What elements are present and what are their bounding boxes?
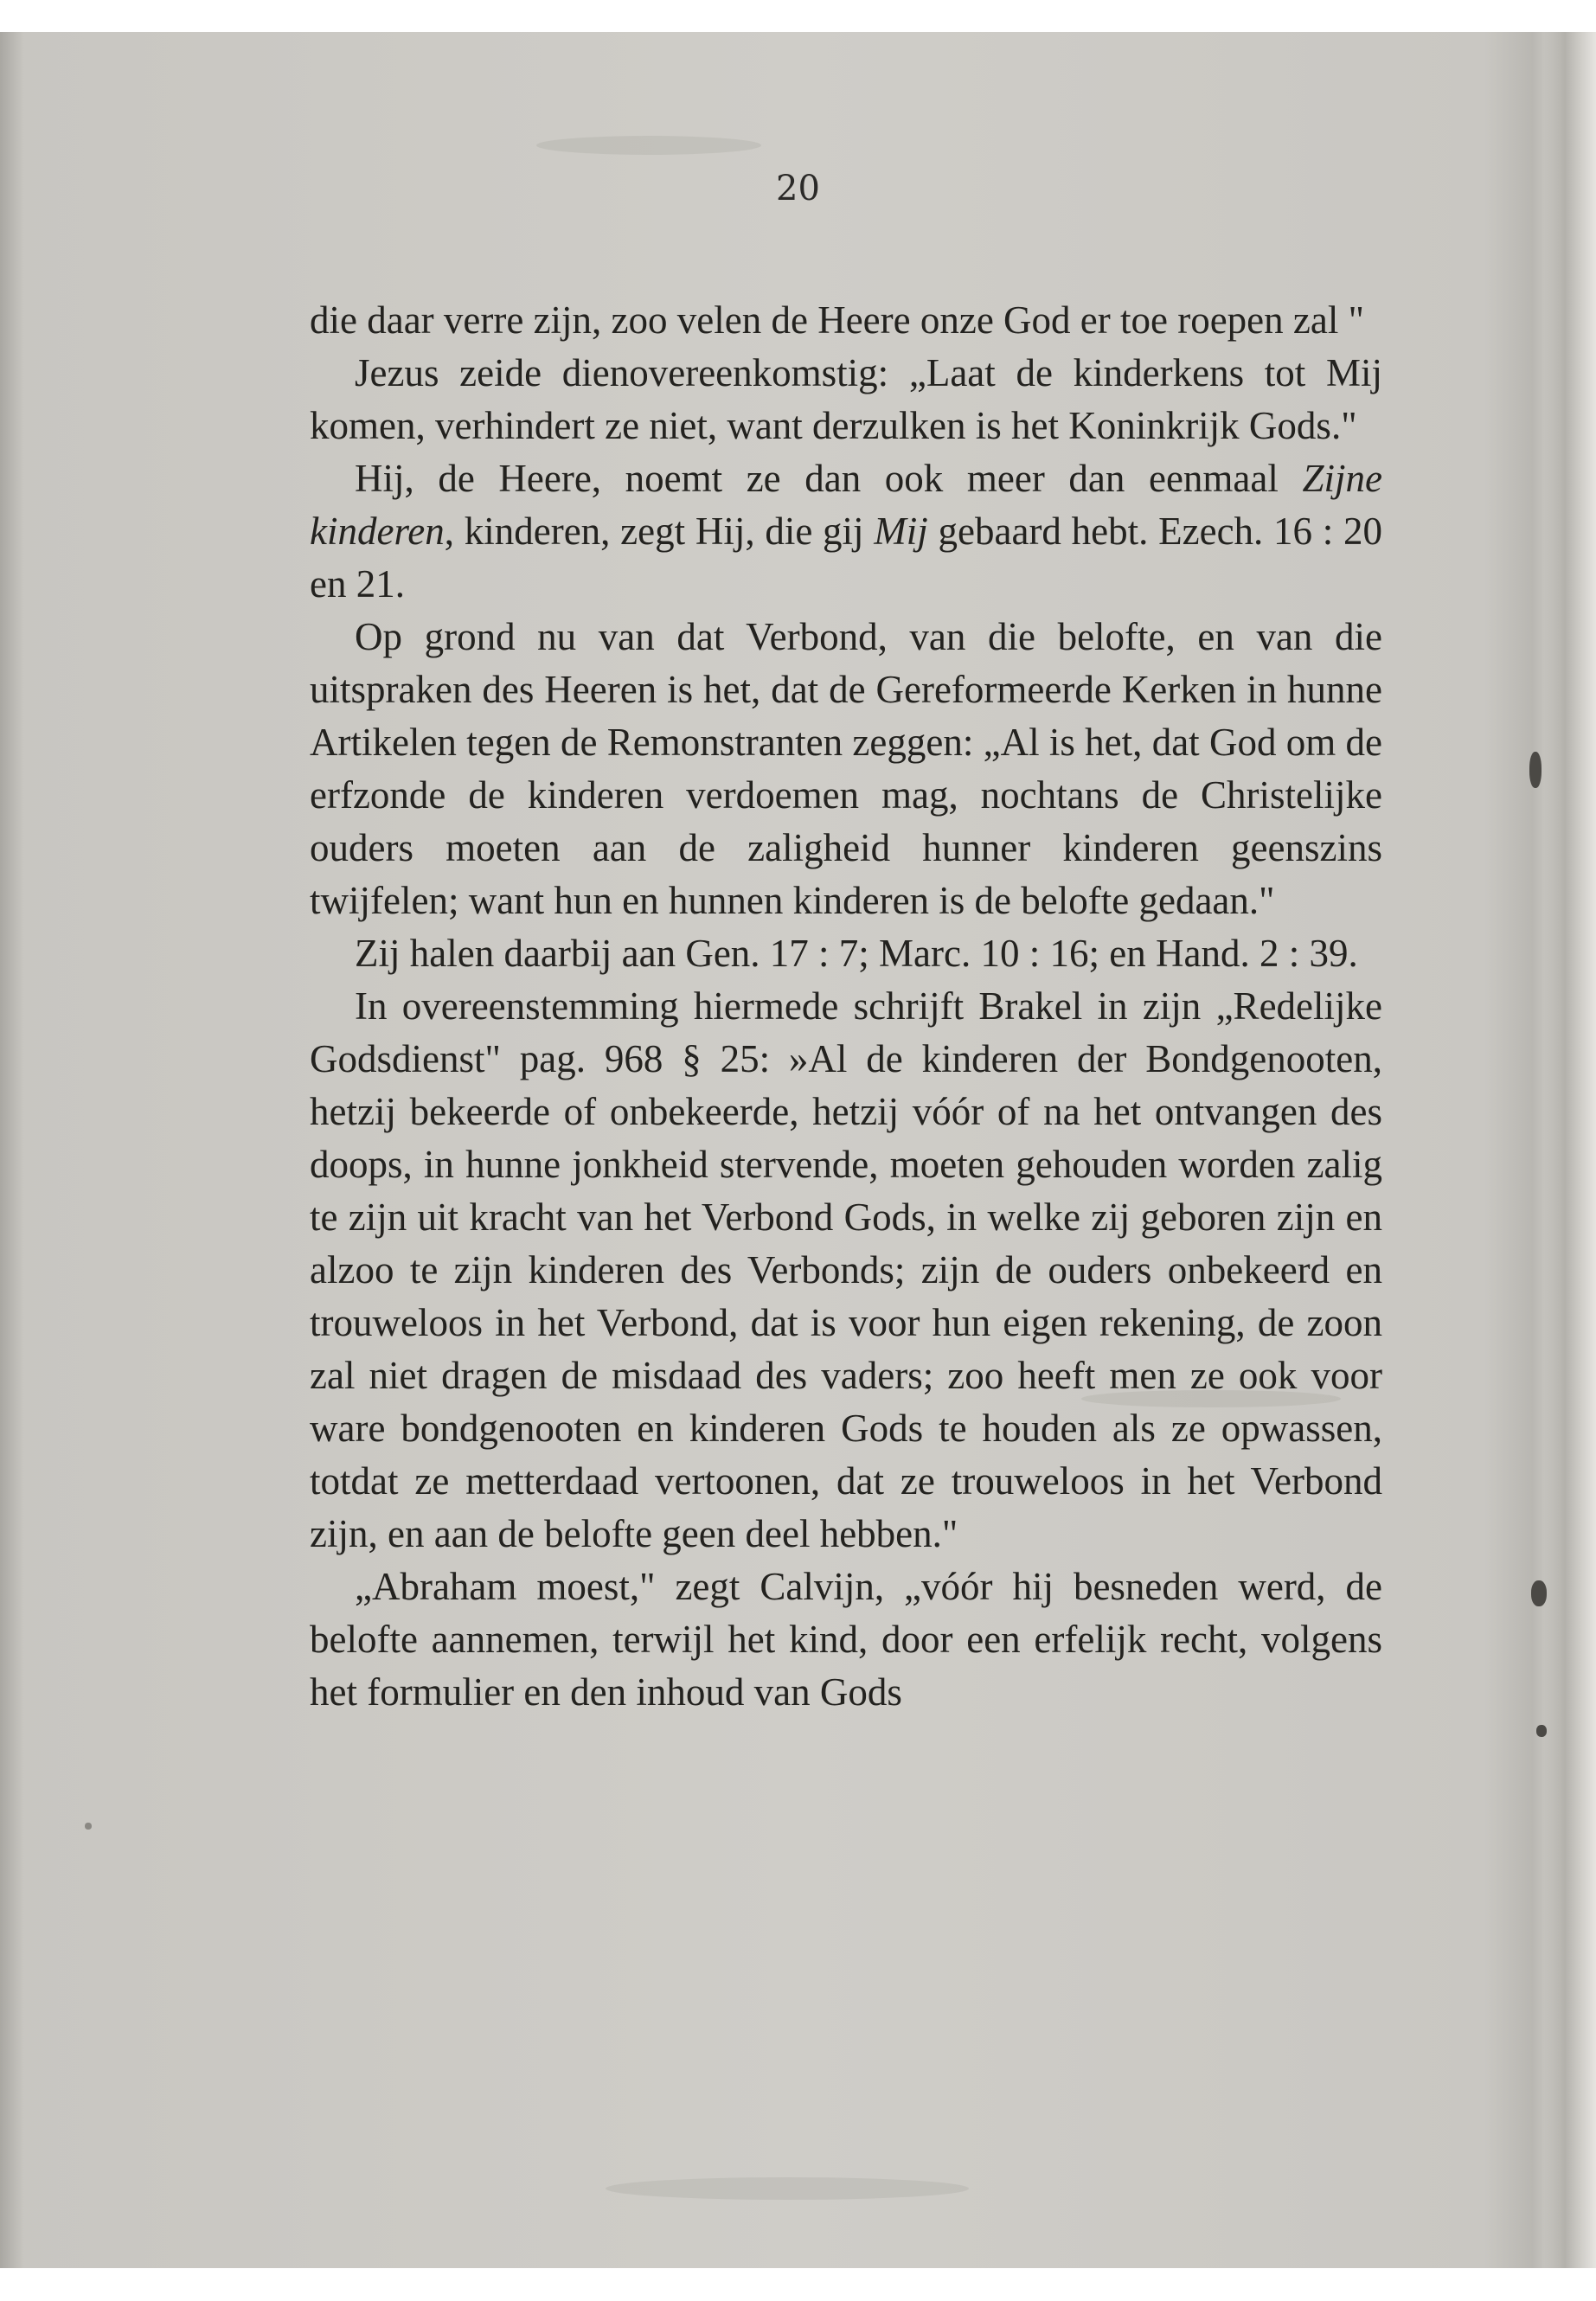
paragraph: Jezus zeide dienovereenkomstig: „Laat de kinderkens tot Mij komen, verhindert ze niet, want derzulken is het Koninkrijk Gods." — [310, 351, 1382, 447]
paragraph: die daar verre zijn, zoo velen de Heere onze God er toe roepen zal " — [310, 298, 1364, 342]
italic-phrase: Mij — [874, 510, 928, 553]
paragraph: „Abraham moest," zegt Calvijn, „vóór hij besneden werd, de belofte aannemen, terwijl het kind, door een erfelijk recht, volgens het formulier en den inhoud van Gods — [310, 1565, 1382, 1714]
page-right-edge — [1544, 32, 1596, 2268]
paper-speck — [85, 1823, 92, 1830]
paper-speck — [1531, 1580, 1547, 1606]
page-number: 20 — [776, 169, 820, 208]
paragraph: Zij halen daarbij aan Gen. 17 : 7; Marc. 10 : 16; en Hand. 2 : 39. — [355, 932, 1358, 975]
italic-phrase: Zijne kinderen — [310, 457, 1382, 553]
paper-speck — [1529, 752, 1542, 788]
paragraph: Op grond nu van dat Verbond, van die belofte, en van die uitspraken des Heeren is het, dat de Gereformeerde Kerken in hunne Artikelen tegen de Remonstranten zeggen: „Al is het, dat God om de erfzonde de kinderen verdoemen mag, nochtans de Christelijke ouders moeten aan de zaligheid hunner kinderen geenszins twijfelen; want hun en hunnen kinderen is de belofte gedaan." — [310, 615, 1382, 922]
bleed-through-mark — [536, 136, 761, 155]
paper-speck — [1536, 1725, 1547, 1737]
paragraph: In overeenstemming hiermede schrijft Brakel in zijn „Redelijke Godsdienst" pag. 968 § 25: »Al de kinderen der Bondgenooten, hetzij bekeerde of onbekeerde, hetzij vóór of na het ontvangen des doops, in hunne jonkheid stervende, moeten gehouden worden zalig te zijn uit kracht van het Verbond Gods, in welke zij geboren zijn en alzoo te zijn kinderen des Verbonds; zijn de ouders onbekeerd en trouweloos in het Verbond, dat is voor hun eigen rekening, de zoon zal niet dragen de misdaad des vaders; zoo heeft men ze ook voor ware bondgenooten en kinderen Gods te houden als ze opwassen, totdat ze metterdaad vertoonen, dat ze trouweloos in het Verbond zijn, en aan de belofte geen deel hebben." — [310, 984, 1382, 1555]
book-page — [0, 32, 1596, 2268]
page-gutter-shadow — [0, 32, 24, 2268]
paragraph: Hij, de Heere, noemt ze dan ook meer dan eenmaal Zijne kinderen, kinderen, zegt Hij, die gij Mij gebaard hebt. Ezech. 16 : 20 en 21. — [310, 457, 1382, 606]
bleed-through-mark — [606, 2177, 969, 2200]
body-text — [310, 294, 1382, 1719]
